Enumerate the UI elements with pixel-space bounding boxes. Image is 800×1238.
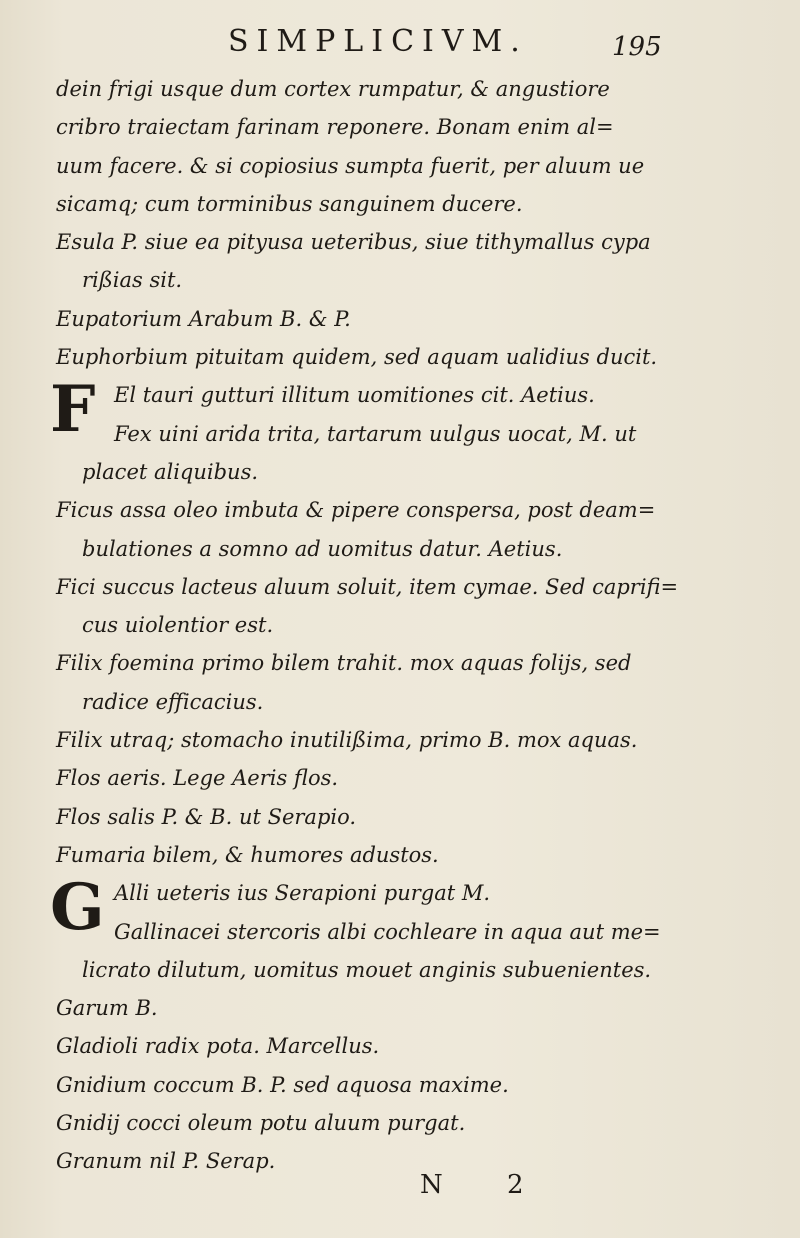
text-line xyxy=(56,70,756,108)
text-line xyxy=(56,721,756,759)
line-text: Alli ueteris ius Serapioni purgat M. xyxy=(114,881,491,906)
text-line xyxy=(56,568,756,606)
line-text: Garum B. xyxy=(56,996,158,1021)
line-text: Gladioli radix pota. Marcellus. xyxy=(56,1034,380,1059)
text-line xyxy=(56,913,756,951)
text-line xyxy=(56,338,756,376)
line-text: cribro traiectam farinam reponere. Bonam enim al= xyxy=(56,115,614,140)
line-text: Euphorbium pituitam quidem, sed aquam ualidius ducit. xyxy=(56,345,658,370)
line-text: bulationes a somno ad uomitus datur. Aetius. xyxy=(82,536,563,561)
line-text: placet aliquibus. xyxy=(82,459,259,484)
line-text: dein frigi usque dum cortex rumpatur, & angustiore xyxy=(56,77,610,101)
text-line xyxy=(56,300,756,338)
text-line xyxy=(56,1066,756,1104)
line-text: Fex uini arida trita, tartarum uulgus uocat, M. ut xyxy=(114,421,637,446)
text-line xyxy=(56,491,756,529)
text-line xyxy=(56,108,756,146)
text-line xyxy=(56,798,756,836)
line-text: rißias sit. xyxy=(82,268,183,293)
line-text: Gnidium coccum B. P. sed aquosa maxime. xyxy=(56,1072,509,1097)
line-text: Gnidij cocci oleum potu aluum purgat. xyxy=(56,1111,466,1136)
line-text: Flos aeris. Lege Aeris flos. xyxy=(56,766,339,791)
line-text: Granum nil P. Serap. xyxy=(56,1149,276,1174)
line-text: Filix foemina primo bilem trahit. mox aquas folijs, sed xyxy=(56,651,632,676)
line-text: uum facere. & si copiosius sumpta fuerit, per aluum ue xyxy=(56,153,645,178)
text-line xyxy=(56,223,756,261)
text-line xyxy=(56,683,756,721)
text-line xyxy=(56,644,756,682)
text-line xyxy=(56,415,756,453)
text-line xyxy=(56,185,756,223)
line-text: cus uiolentior est. xyxy=(82,613,274,638)
line-text: Esula P. siue ea pityusa ueteribus, siue tithymallus cypa xyxy=(56,230,651,255)
page-header xyxy=(0,14,800,64)
text-line xyxy=(56,1027,756,1065)
line-text: Filix utraq; stomacho inutilißima, primo B. mox aquas. xyxy=(56,728,638,753)
text-line xyxy=(56,147,756,185)
text-line xyxy=(56,530,756,568)
body-text xyxy=(50,70,756,1181)
line-text: sicamq; cum torminibus sanguinem ducere. xyxy=(56,191,523,216)
text-line xyxy=(56,951,756,989)
text-line xyxy=(56,1142,756,1180)
line-text: Flos salis P. & B. ut Serapio. xyxy=(56,804,357,829)
text-line xyxy=(56,453,756,491)
drop-cap-initial: G xyxy=(50,870,105,946)
drop-cap-initial: F xyxy=(50,372,96,448)
line-text: Gallinacei stercoris albi cochleare in aqua aut me= xyxy=(114,919,661,944)
line-text: radice efficacius. xyxy=(82,689,264,714)
text-line xyxy=(56,989,756,1027)
line-text: Eupatorium Arabum B. & P. xyxy=(56,306,351,331)
running-title: SIMPLICIVM. xyxy=(228,24,528,59)
text-line xyxy=(56,261,756,299)
line-text: Ficus assa oleo imbuta & pipere conspersa, post deam= xyxy=(56,498,656,523)
line-text: El tauri gutturi illitum uomitiones cit. Aetius. xyxy=(114,383,595,408)
text-line xyxy=(56,1104,756,1142)
text-line xyxy=(56,759,756,797)
line-text: Fumaria bilem, & humores adustos. xyxy=(56,842,439,867)
text-line xyxy=(56,606,756,644)
signature-mark: N 2 xyxy=(420,1170,552,1200)
line-text: Fici succus lacteus aluum soluit, item cymae. Sed caprifi= xyxy=(56,574,679,599)
line-text: licrato dilutum, uomitus mouet anginis subuenientes. xyxy=(82,957,652,982)
text-line xyxy=(56,836,756,874)
page-number: 195 xyxy=(612,32,662,62)
